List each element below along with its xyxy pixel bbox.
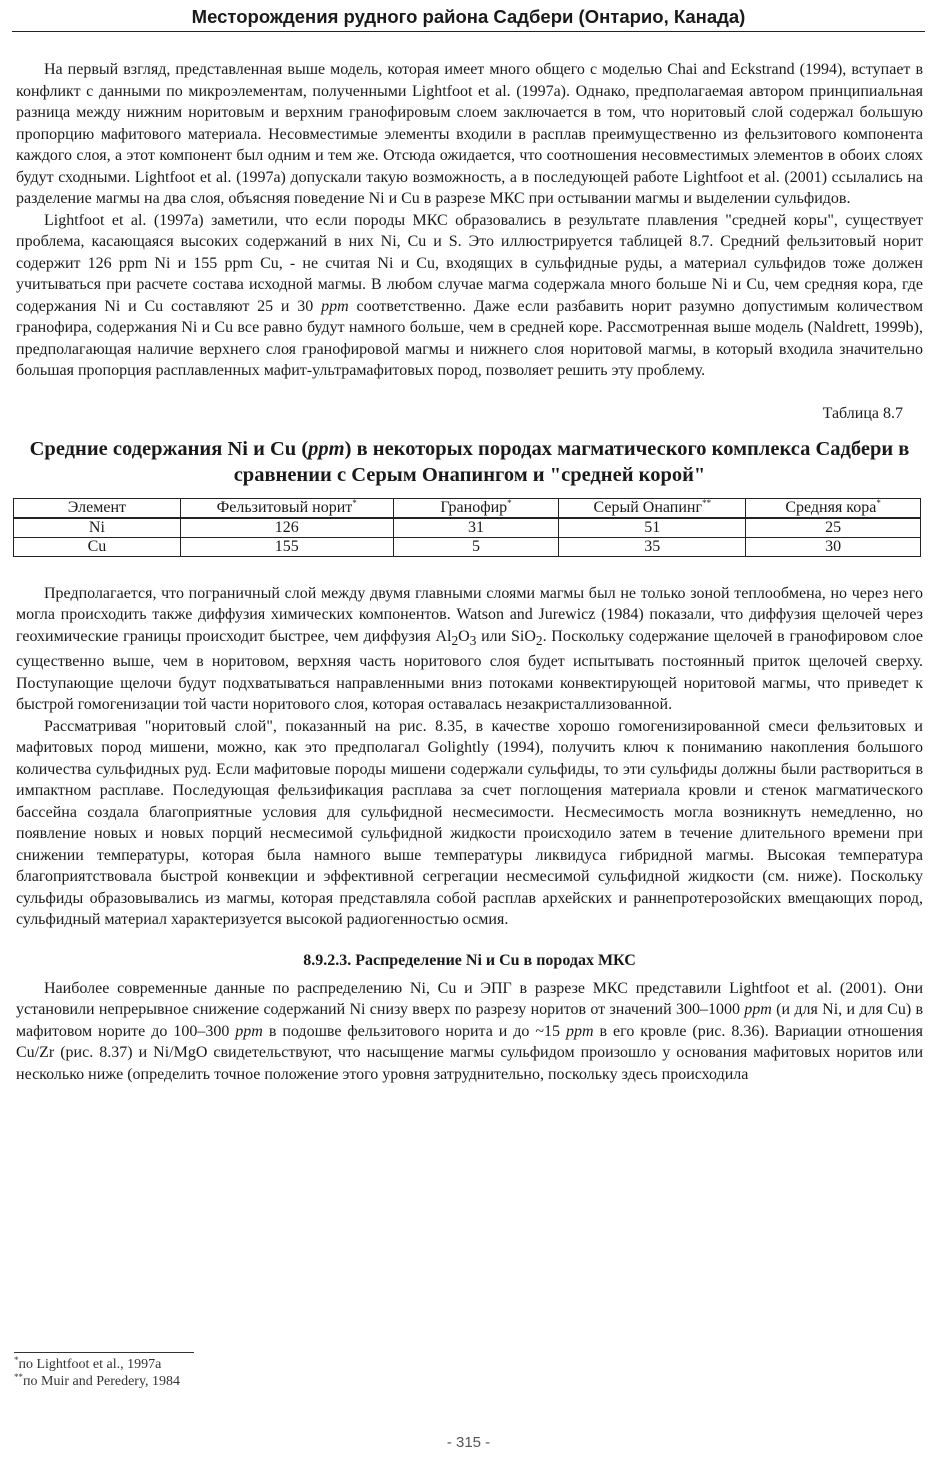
table-number: Таблица 8.7: [822, 404, 903, 422]
formula-al2o3: [435, 627, 477, 648]
table-row: [14, 518, 921, 538]
header-label: Серый Онапинг: [593, 498, 703, 516]
header-label: Элемент: [67, 498, 126, 516]
table-cell: Cu: [14, 537, 181, 556]
running-header: Месторождения рудного района Садбери (Онтарио, Канада): [12, 4, 925, 32]
paragraph: [16, 583, 923, 716]
footnotes: [14, 1356, 180, 1390]
text-run: SiO: [510, 627, 536, 645]
text-run: O: [458, 627, 470, 645]
text-run: . Поскольку содержание щелочей в гранофировом слое существенно выше, чем в норитовом, верхняя часть норитового слоя будет испытывать постоянный приток щелочей сверху. Поступающие щелочи будут подхватываться направленными вниз потоками конвектирующей норитовой магмы, что приведет к быстрой гомогенизации той части норитового слоя, которая оставалась незакристаллизованной.: [16, 627, 924, 714]
column-header: [180, 498, 393, 518]
text-run: Наиболее современные данные по распределению Ni, Cu и ЭПГ в разрезе МКС представили Lightfoot et al. (2001). Они установили непрерывное снижение содержаний Ni снизу вверх по разрезу норитов от значений 300–1000: [16, 979, 923, 1019]
table-row: [14, 537, 921, 556]
column-header: [746, 498, 921, 518]
table-title: [16, 436, 923, 488]
text-run: (и для Ni, и для Cu) в мафитовом норите до 100–300: [16, 1001, 924, 1040]
table-cell: 5: [393, 537, 559, 556]
section-heading: 8.9.2.3. Распределение Ni и Cu в породах МКС: [303, 951, 636, 969]
subscript: 3: [469, 632, 477, 648]
page-content: [16, 59, 923, 1085]
subscript: 2: [451, 632, 459, 648]
header-label: Фельзитовый норит: [216, 498, 353, 516]
table-header-row: [14, 498, 921, 518]
footnote: [14, 1356, 180, 1373]
footnote-mark: *: [352, 497, 357, 508]
paragraph: [16, 210, 923, 382]
data-table: [13, 498, 921, 557]
formula-sio2: [510, 627, 543, 648]
table-cell: 35: [559, 537, 746, 556]
unit-text: ppm: [235, 1022, 263, 1040]
text-run: соответственно. Даже если разбавить норит разумно допустимым количеством гранофира, содержания Ni и Cu все равно будут намного больше, чем в средней коре. Рассмотренная выше модель (Naldrett, 1999b), предполагающая наличие верхнего слоя гранофировой магмы и нижнего слоя норитовой магмы, в который входила значительно большая пропорция расплавленных мафит-ультрамафитовых пород, позволяет решить эту проблему.: [16, 297, 923, 379]
table-cell: 30: [746, 537, 921, 556]
text-run: в подошве фельзитового норита и до ~15: [262, 1022, 567, 1040]
footnote-mark: **: [702, 497, 712, 508]
footnote: [14, 1373, 180, 1390]
text-run: ) в некоторых породах магматического комплекса Садбери в сравнении с Серым Онапингом и "средней корой": [233, 437, 910, 486]
unit-text: ppm: [744, 1001, 772, 1019]
unit-text: ppm: [308, 437, 345, 460]
text-block: [16, 583, 923, 1086]
table-cell: 31: [393, 518, 559, 538]
table-cell: 126: [180, 518, 393, 538]
footnote-text: по Muir and Peredery, 1984: [23, 1374, 181, 1389]
column-header: [393, 498, 559, 518]
table-cell: 155: [180, 537, 393, 556]
unit-text: ppm: [566, 1022, 594, 1040]
footnote-divider: [14, 1352, 194, 1353]
unit-text: ppm: [321, 297, 349, 315]
column-header: [14, 498, 181, 518]
footnote-mark: *: [14, 1355, 19, 1365]
paragraph: [16, 978, 923, 1086]
text-run: Al: [435, 627, 452, 645]
paragraph: На первый взгляд, представленная выше модель, которая имеет много общего с моделью Chai and Eckstrand (1994), вступает в конфликт с данными по микроэлементам, полученными Lightfoot et al. (1997a). Однако, предполагаемая автором принципиальная разница между нижним норитовым и верхним гранофировым слоем заключается в том, что норитовый слой содержал большую пропорцию мафитового материала. Несовместимые элементы входили в расплав преимущественно из фельзитового компонента каждого слоя, а этот компонент был одним и тем же. Отсюда ожидается, что соотношения несовместимых элементов в обоих слоях будут сходными. Lightfoot et al. (1997a) допускали такую возможность, а в последующей работе Lightfoot et al. (2001) ссылались на разделение магмы на два слоя, объясняя поведение Ni и Cu в разрезе МКС при остывании магмы и выделении сульфидов.: [16, 61, 923, 207]
header-label: Гранофир: [440, 498, 508, 516]
table-cell: Ni: [14, 518, 181, 538]
table-cell: 51: [559, 518, 746, 538]
text-run: или: [476, 627, 511, 645]
table-cell: 25: [746, 518, 921, 538]
footnote-mark: *: [876, 497, 881, 508]
page-number: - 315 -: [446, 1434, 491, 1451]
text-run: Средние содержания Ni и Cu (: [29, 437, 309, 460]
text-run: Lightfoot et al. (1997a) заметили, что если породы МКС образовались в результате плавления "средней коры", существует проблема, касающаяся высоких содержаний в них Ni, Cu и S. Это иллюстрируется таблицей 8.7. Средний фельзитовый норит содержит 126 ppm Ni и 155 ppm Cu, - не считая Ni и Cu, входящих в сульфидные руды, а материал сульфидов тоже должен учитываться при расчете состава исходной магмы. В любом случае магма содержала много больше Ni и Cu, чем средняя кора, где содержания Ni и Cu составляют 25 и 30: [16, 211, 923, 315]
text-run: Предполагается, что пограничный слой между двумя главными слоями магмы был не только зоной теплообмена, но через него могла происходить также диффузия химических компонентов. Watson and Jurewicz (1984) показали, что диффузия щелочей через геохимические границы происходит быстрее, чем диффузия: [16, 584, 923, 645]
header-label: Средняя кора: [785, 498, 877, 516]
footnote-mark: **: [14, 1372, 23, 1382]
text-run: в его кровле (рис. 8.36). Вариации отношения Cu/Zr (рис. 8.37) и Ni/MgO свидетельствуют, что насыщение магмы сульфидом произошло у основания мафитовых норитов или несколько ниже (определить точное положение этого уровня затруднительно, поскольку здесь происходила: [16, 1022, 924, 1083]
subscript: 2: [535, 632, 543, 648]
column-header: [559, 498, 746, 518]
paragraph: Рассматривая "норитовый слой", показанный на рис. 8.35, в качестве хорошо гомогенизированной смеси фельзитовых и мафитовых пород мишени, можно, как это предполагал Golightly (1994), получить ключ к пониманию накопления большого количества сульфидных руд. Если мафитовые породы мишени содержали сульфиды, то эти сульфиды должны были раствориться в импактном расплаве. Последующая фельзификация расплава за счет поглощения материала кровли и стенок магматического бассейна создала благоприятные условия для сульфидной несмесимости. Несмесимость могла возникнуть немедленно, но появление новых и новых порций несмесимой сульфидной жидкости происходило затем в течение длительного времени при снижении температуры, которая была намного выше температуры ликвидуса гибридной магмы. Высокая температура благоприятствовала быстрой конвекции и эффективной сегрегации несмесимой сульфидной жидкости (см. ниже). Поскольку сульфиды образовывались из магмы, которая представляла собой расплав архейских и раннепротерозойских вмещающих пород, сульфидный материал характеризуется высокой радиогенностью осмия.: [16, 717, 923, 929]
footnote-text: по Lightfoot et al., 1997a: [18, 1357, 162, 1372]
footnote-mark: *: [507, 497, 512, 508]
